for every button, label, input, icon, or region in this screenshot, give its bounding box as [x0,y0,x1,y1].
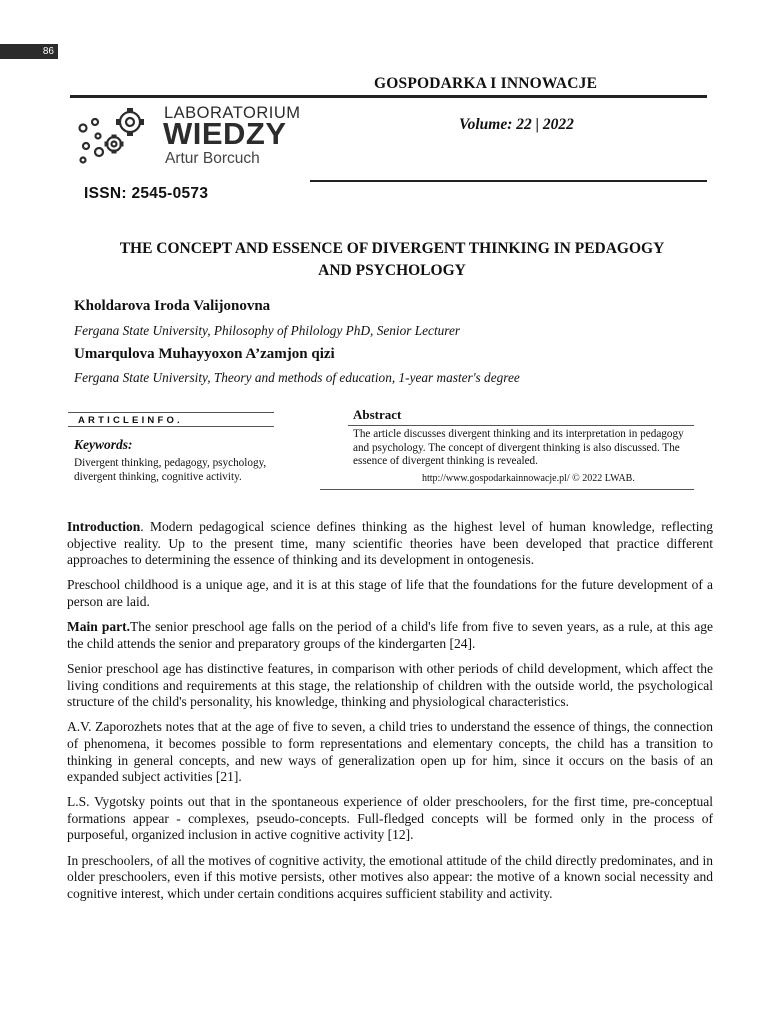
logo-line-2: WIEDZY [163,116,287,151]
paragraph: Preschool childhood is a unique age, and it is at this stage of life that the foundations for the future development of a person are laid. [67,577,713,609]
paragraph-main-part [67,619,713,652]
introduction-label: Introduction [67,519,141,534]
abstract-title: Abstract [353,407,402,422]
author-2-name: Umarqulova Muhayyoxon A’zamjon qizi [74,346,335,362]
article-title-line-2: AND PSYCHOLOGY [318,262,466,279]
paragraph: Senior preschool age has distinctive features, in comparison with other periods of child development, which affect the living conditions and requirements at this stage, the relationship of children with the outside world, the psychological structure of the child's personality, his knowledge, thinking and physiological characteristics. [67,660,713,710]
abstract-text: The article discusses divergent thinking and its interpretation in pedagogy and psychology. The concept of divergent thinking is also discussed. The essence of divergent thinking is revealed. [353,428,684,468]
keywords-title: Keywords: [74,437,133,452]
abstract-bottom-rule [320,489,694,490]
main-part-label: Main part. [67,619,130,635]
article-title-line-1: THE CONCEPT AND ESSENCE OF DIVERGENT THINKING IN PEDAGOGY [119,240,665,257]
author-1-name: Kholdarova Iroda Valijonovna [74,298,271,314]
header-rule [70,95,707,98]
article-info-heading: ARTICLEINFO. [68,412,274,427]
author-1-affiliation: Fergana State University, Philosophy of Philology PhD, Senior Lecturer [74,323,461,338]
author-2-affiliation: Fergana State University, Theory and methods of education, 1-year master's degree [74,370,520,385]
publisher-logo [74,100,304,172]
header-rule-lower [310,180,707,182]
main-part-text: The senior preschool age falls on the period of a child's life from five to seven years, as a rule, at this age the child attends the senior and preparatory groups of the kindergarten [24]. [67,619,713,651]
journal-link[interactable]: http://www.gospodarkainnowacje.pl/ © 2022 LWAB. [422,473,635,484]
abstract-rule [348,425,694,426]
paragraph: L.S. Vygotsky points out that in the spontaneous experience of older preschoolers, for the first time, pre-conceptual formations appear - complexes, pseudo-concepts. Full-fledged concepts will be formed only in the process of purposeful, organized inclusion in active cognitive activity [12]. [67,794,713,843]
paragraph: In preschoolers, of all the motives of cognitive activity, the emotional attitude of the child directly predominates, and in older preschoolers, even if this motive persists, other motives also appear: the motive of a known social necessity and cognitive interest, which under certain conditions acquires sufficient stability and activity. [67,852,713,901]
issn: ISSN: 2545-0573 [84,185,209,202]
page-number: 86 [0,44,58,59]
introduction-text: . Modern pedagogical science defines thinking as the highest level of human knowledge, reflecting objective reality. Up to the present time, many scientific theories have been developed that practice different approaches to determining the essence of thinking and its development in ontogenesis. [67,519,713,568]
logo-line-1: LABORATORIUM [164,104,301,122]
paragraph-introduction [67,519,713,569]
logo-line-3: Artur Borcuch [165,150,260,167]
journal-name: GOSPODARKA I INNOWACJE [374,75,598,92]
volume: Volume: 22 | 2022 [459,116,574,133]
article-body [67,519,713,911]
gears-molecule-icon [74,100,164,172]
keywords-text: Divergent thinking, pedagogy, psychology, divergent thinking, cognitive activity. [74,457,267,483]
paragraph: A.V. Zaporozhets notes that at the age of five to seven, a child tries to understand the essence of things, the connection of phenomena, it becomes possible to form representations and elementary concepts, the child has a transition to thinking in general concepts, and new ways of generalization open up for him, since it occurs on the basis of an expanded subject activities [21]. [67,719,713,785]
article-title [60,238,724,282]
